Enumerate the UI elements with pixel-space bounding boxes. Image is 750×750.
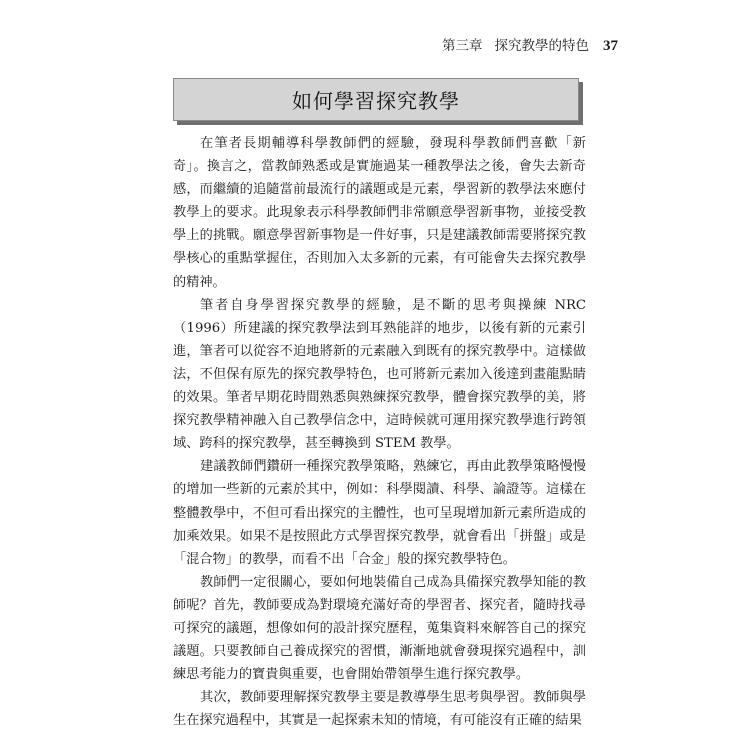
section-title: 如何學習探究教學: [292, 89, 460, 113]
paragraph-1: 在筆者長期輔導科學教師們的經驗，發現科學教師們喜歡「新奇」。換言之，當教師熟悉或是實施過某一種教學法之後，會失去新奇感，而繼續的追隨當前最流行的議題或是元素，學習新的教學法來應付教學上的要求。此現象表示科學教師們非常願意學習新事物，並接受教學上的挑戰。願意學習新事物是一件好事，只是建議教師需要將探究教學核心的重點掌握住，否則加入太多新的元素，有可能會失去探究教學的精神。: [173, 136, 586, 290]
paragraph-3: 建議教師們鑽研一種探究教學策略，熟練它，再由此教學策略慢慢的增加一些新的元素於其中，例如：科學閱讀、科學、論證等。這樣在整體教學中，不但可看出探究的主體性，也可呈現增加新元素所造成的加乘效果。如果不是按照此方式學習探究教學，就會看出「拼盤」或是「混合物」的教學，而看不出「合金」般的探究教學特色。: [173, 459, 586, 567]
chapter-title: 探究教學的特色: [494, 38, 589, 54]
paragraph-5: 其次，教師要理解探究教學主要是教導學生思考與學習。教師與學生在探究過程中，其實是一起探索未知的情境，有可能沒有正確的結果: [173, 690, 586, 729]
page-number: 37: [603, 38, 618, 54]
paragraph-4: 教師們一定很關心，要如何地裝備自己成為具備探究教學知能的教師呢？首先，教師要成為對環境充滿好奇的學習者、探究者，隨時找尋可探究的議題，想像如何的設計探究歷程，蒐集資料來解答自己的探究議題。只要教師自己養成探究的習慣，漸漸地就會發現探究過程中，訓練思考能力的寶貴與重要，也會開始帶領學生進行探究教學。: [173, 574, 586, 683]
section-heading-box: [173, 78, 579, 121]
chapter-label: 第三章: [442, 38, 483, 54]
body-text: [173, 132, 586, 732]
running-header: [442, 34, 618, 55]
paragraph-2: 筆者自身學習探究教學的經驗，是不斷的思考與操練 NRC（1996）所建議的探究教學法到耳熟能詳的地步，以後有新的元素引進，筆者可以從容不迫地將新的元素融入到既有的探究教學中。這樣做法，不但保有原先的探究教學特色，也可將新元素加入後達到畫龍點睛的效果。筆者早期花時間熟悉與熟練探究教學，體會探究教學的美，將探究教學精神融入自己教學信念中，這時候就可運用探究教學進行跨領域、跨科的探究教學，甚至轉換到 STEM 教學。: [173, 297, 586, 452]
